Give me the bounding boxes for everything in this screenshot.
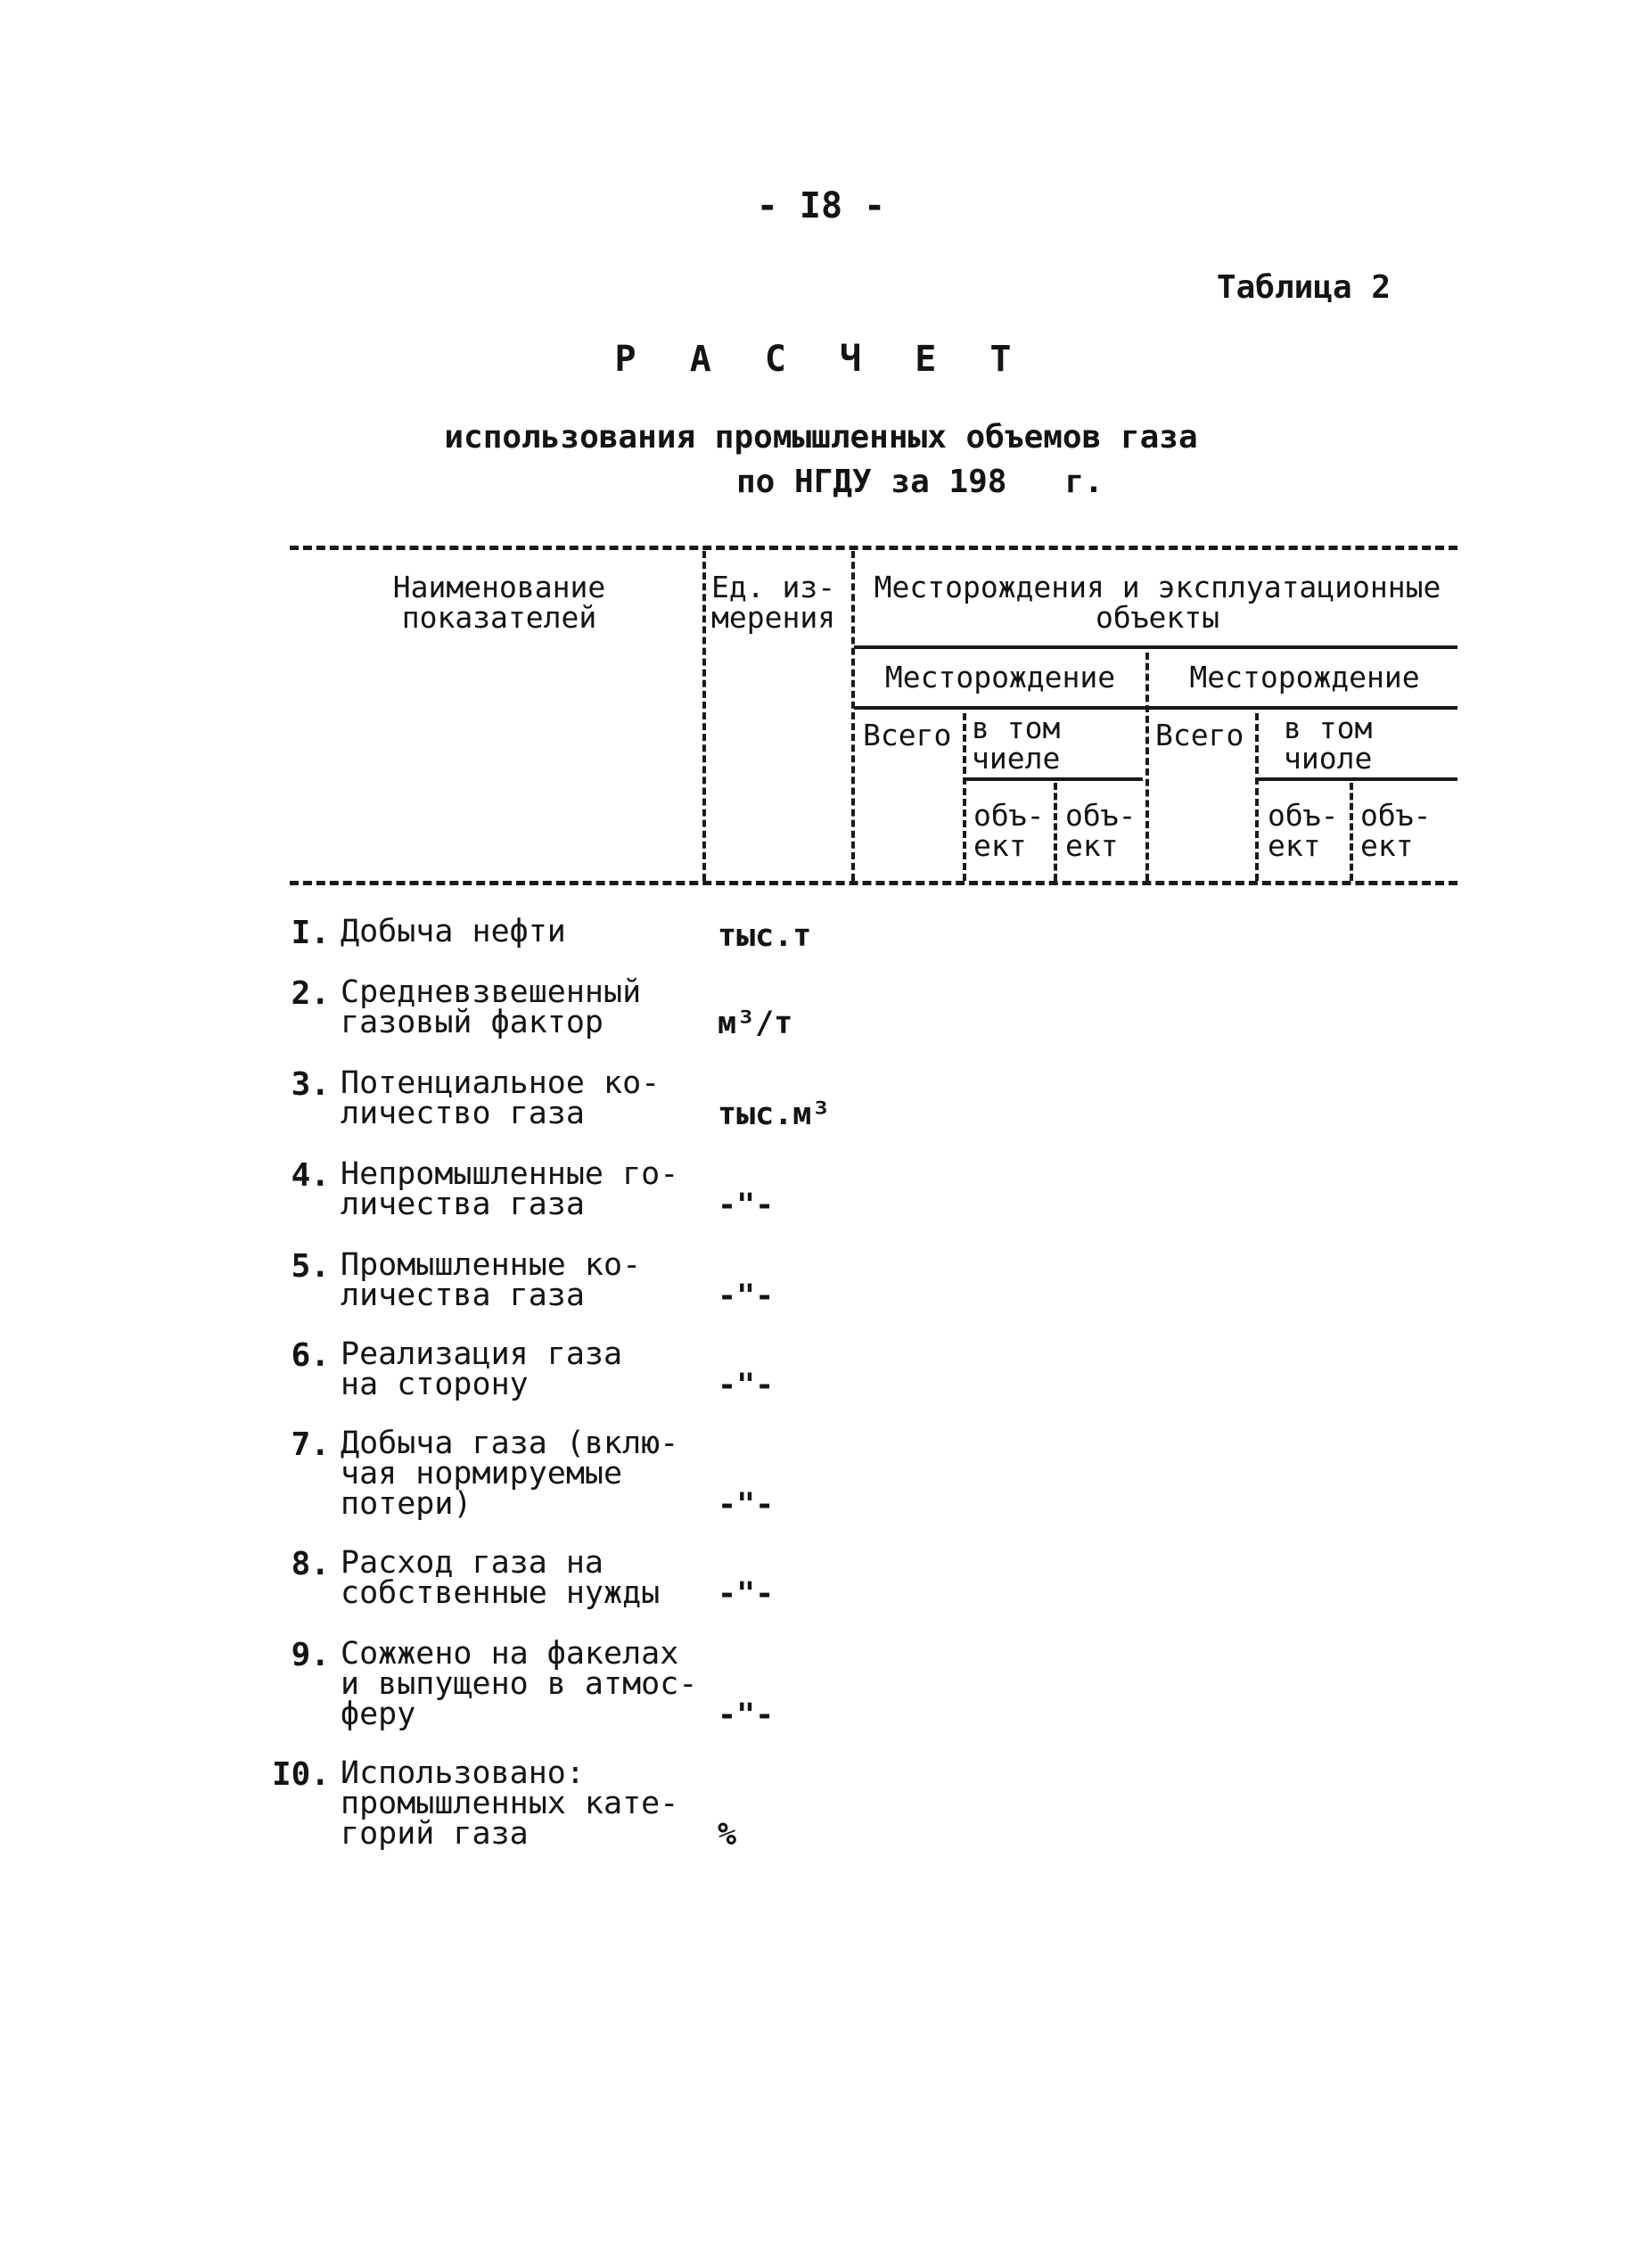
row-number: 4. bbox=[291, 1157, 330, 1194]
header-including-2: в том чиоле bbox=[1284, 711, 1373, 776]
rule-under-fields bbox=[854, 706, 1457, 710]
header-object-2a: объ- ект bbox=[1268, 798, 1339, 863]
header-including-1: в том чиеле bbox=[972, 711, 1061, 776]
row-indicator: Промышленные ко- личества газа bbox=[341, 1247, 642, 1313]
divider-objects-2 bbox=[1350, 783, 1353, 881]
table-label: Таблица 2 bbox=[1216, 269, 1391, 306]
row-number: 7. bbox=[291, 1426, 330, 1463]
divider-total-1 bbox=[963, 713, 966, 881]
header-object-1a: объ- ект bbox=[973, 798, 1045, 863]
document-subtitle-line-1: использования промышленных объемов газа bbox=[444, 419, 1198, 456]
row-indicator: Использовано: промышленных кате- горий газа bbox=[341, 1755, 679, 1852]
row-unit: м³/т bbox=[718, 1006, 793, 1041]
rule-under-including-2 bbox=[1257, 777, 1457, 781]
header-field-2: Месторождение bbox=[1189, 660, 1420, 694]
row-unit: тыс.м³ bbox=[718, 1097, 831, 1132]
header-object-1b: объ- ект bbox=[1065, 798, 1137, 863]
rule-under-group bbox=[854, 645, 1457, 649]
divider-field-1-2 bbox=[1145, 653, 1149, 881]
row-indicator: Добыча нефти bbox=[341, 914, 566, 949]
header-top-rule bbox=[290, 546, 1457, 550]
row-number: 5. bbox=[291, 1248, 330, 1285]
document-title: Р А С Ч Е Т bbox=[614, 339, 1028, 380]
header-fields-and-objects: Месторождения и эксплуатационные объекты bbox=[874, 570, 1441, 635]
row-number: 9. bbox=[291, 1637, 330, 1673]
row-unit: -"- bbox=[718, 1278, 775, 1314]
row-number: 8. bbox=[291, 1546, 330, 1582]
row-indicator: Средневзвешенный газовый фактор bbox=[341, 974, 642, 1040]
row-unit: -"- bbox=[718, 1187, 775, 1223]
header-field-1: Месторождение bbox=[884, 660, 1116, 694]
header-unit: Ед. из- мерения bbox=[711, 570, 836, 635]
divider-name-unit bbox=[702, 551, 706, 881]
page-number: - I8 - bbox=[756, 185, 886, 226]
row-indicator: Потенциальное ко- личество газа bbox=[341, 1065, 661, 1131]
document-subtitle-line-2: по НГДУ за 198 г. bbox=[736, 464, 1104, 500]
row-number: 3. bbox=[291, 1066, 330, 1103]
row-indicator: Реализация газа на сторону bbox=[341, 1336, 623, 1402]
header-total-1: Всего bbox=[863, 718, 952, 752]
row-indicator: Непромышленные го- личества газа bbox=[341, 1156, 679, 1222]
row-unit: % bbox=[718, 1817, 737, 1853]
row-number: I. bbox=[291, 915, 330, 951]
row-unit: -"- bbox=[718, 1697, 775, 1733]
row-unit: -"- bbox=[718, 1576, 775, 1612]
row-indicator: Расход газа на собственные нужды bbox=[341, 1545, 661, 1611]
row-indicator: Добыча газа (вклю- чая нормируемые потери) bbox=[341, 1426, 679, 1522]
header-object-2b: объ- ект bbox=[1360, 798, 1432, 863]
row-indicator: Сожжено на факелах и выпущено в атмос- феру bbox=[341, 1636, 698, 1732]
row-number: 2. bbox=[291, 975, 330, 1012]
header-total-2: Всего bbox=[1155, 718, 1244, 752]
row-number: 6. bbox=[291, 1337, 330, 1374]
row-unit: -"- bbox=[718, 1487, 775, 1523]
divider-unit-fields bbox=[851, 551, 855, 881]
row-unit: -"- bbox=[718, 1368, 775, 1403]
rule-under-including-1 bbox=[965, 777, 1143, 781]
divider-objects-1 bbox=[1054, 783, 1057, 881]
header-bottom-rule bbox=[290, 881, 1457, 885]
divider-total-2 bbox=[1255, 713, 1259, 881]
header-indicator-name: Наименование показателей bbox=[392, 570, 606, 635]
row-unit: тыс.т bbox=[718, 918, 812, 954]
row-number: I0. bbox=[271, 1756, 330, 1793]
